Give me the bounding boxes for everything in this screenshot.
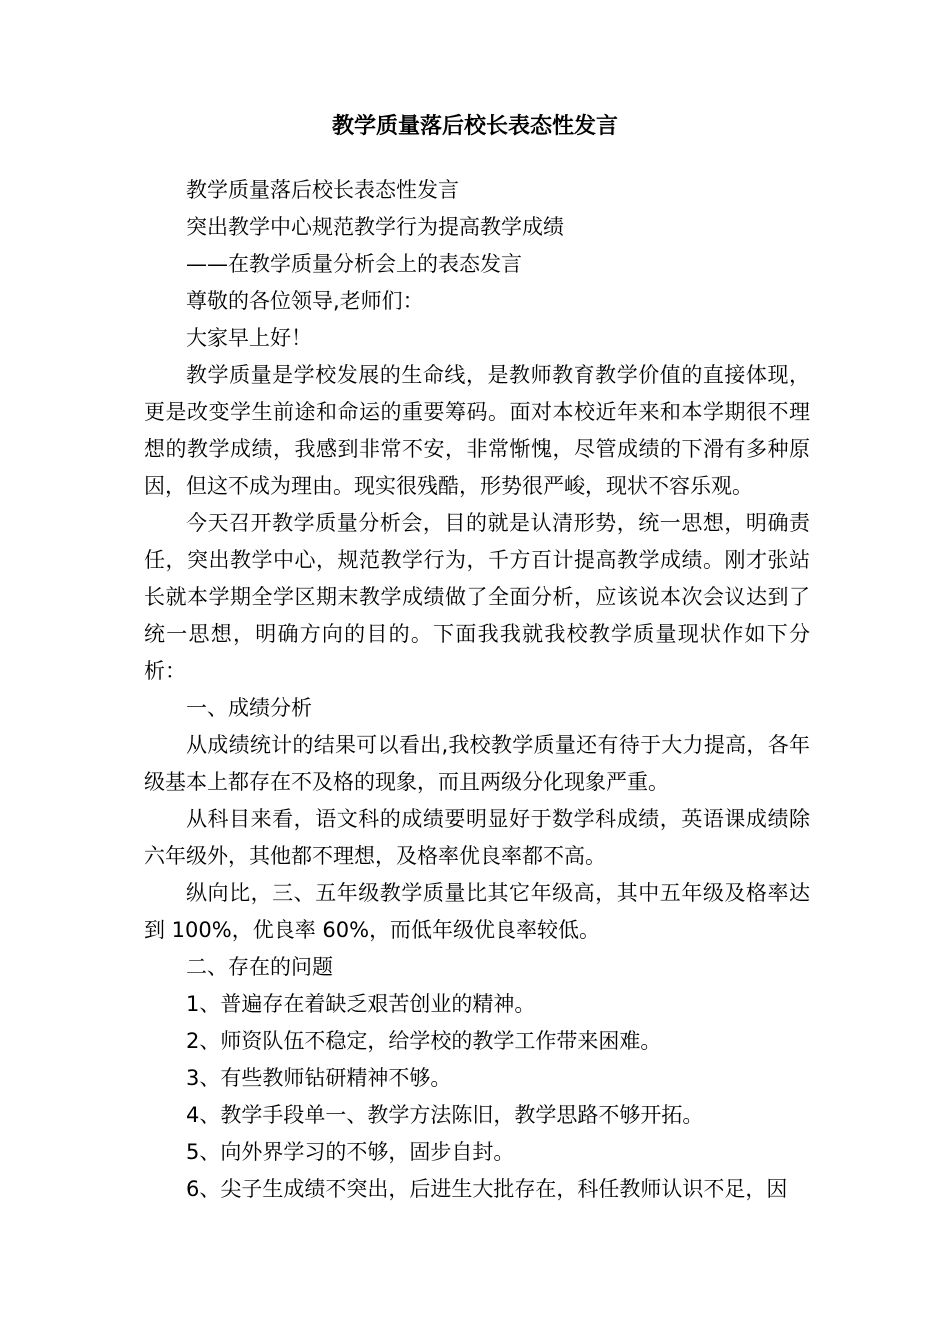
- list-item: 6、尖子生成绩不突出，后进生大批存在，科任教师认识不足，因: [186, 1177, 788, 1201]
- list-item: 2、师资队伍不稳定，给学校的教学工作带来困难。: [186, 1029, 662, 1053]
- section-heading: 二、存在的问题: [186, 955, 333, 979]
- paragraph-body: 纵向比，三、五年级教学质量比其它年级高，其中五年级及格率达到 100%，优良率 60%，而低年级优良率较低。: [144, 881, 810, 942]
- paragraph-theme: 突出教学中心规范教学行为提高教学成绩: [186, 215, 564, 239]
- list-item: 5、向外界学习的不够，固步自封。: [186, 1140, 515, 1164]
- section-heading: 一、成绩分析: [186, 696, 312, 720]
- paragraph-body: 教学质量是学校发展的生命线，是教师教育教学价值的直接体现，更是改变学生前途和命运的重要筹码。面对本校近年来和本学期很不理想的教学成绩，我感到非常不安，非常惭愧，尽管成绩的下滑有多种原因，但这不成为理由。现实很残酷，形势很严峻，现状不容乐观。: [144, 363, 810, 498]
- list-item: 4、教学手段单一、教学方法陈旧，教学思路不够开拓。: [186, 1103, 704, 1127]
- paragraph-subtitle: 教学质量落后校长表态性发言: [186, 178, 459, 202]
- list-item: 3、有些教师钻研精神不够。: [186, 1066, 452, 1090]
- paragraph-body: 从科目来看，语文科的成绩要明显好于数学科成绩，英语课成绩除六年级外，其他都不理想，及格率优良率都不高。: [144, 807, 810, 868]
- paragraph-occasion: ——在教学质量分析会上的表态发言: [186, 252, 522, 276]
- paragraph-greeting: 大家早上好！: [186, 326, 312, 350]
- list-item: 1、普遍存在着缺乏艰苦创业的精神。: [186, 992, 536, 1016]
- paragraph-body: 从成绩统计的结果可以看出,我校教学质量还有待于大力提高，各年级基本上都存在不及格的现象，而且两级分化现象严重。: [144, 733, 810, 794]
- document-title: 教学质量落后校长表态性发言: [331, 114, 618, 139]
- paragraph-salutation: 尊敬的各位领导,老师们：: [186, 289, 424, 313]
- document-body: [144, 172, 810, 1208]
- paragraph-body: 今天召开教学质量分析会，目的就是认清形势，统一思想，明确责任，突出教学中心，规范教学行为，千方百计提高教学成绩。刚才张站长就本学期全学区期末教学成绩做了全面分析，应该说本次会议达到了统一思想，明确方向的目的。下面我我就我校教学质量现状作如下分析：: [144, 511, 810, 683]
